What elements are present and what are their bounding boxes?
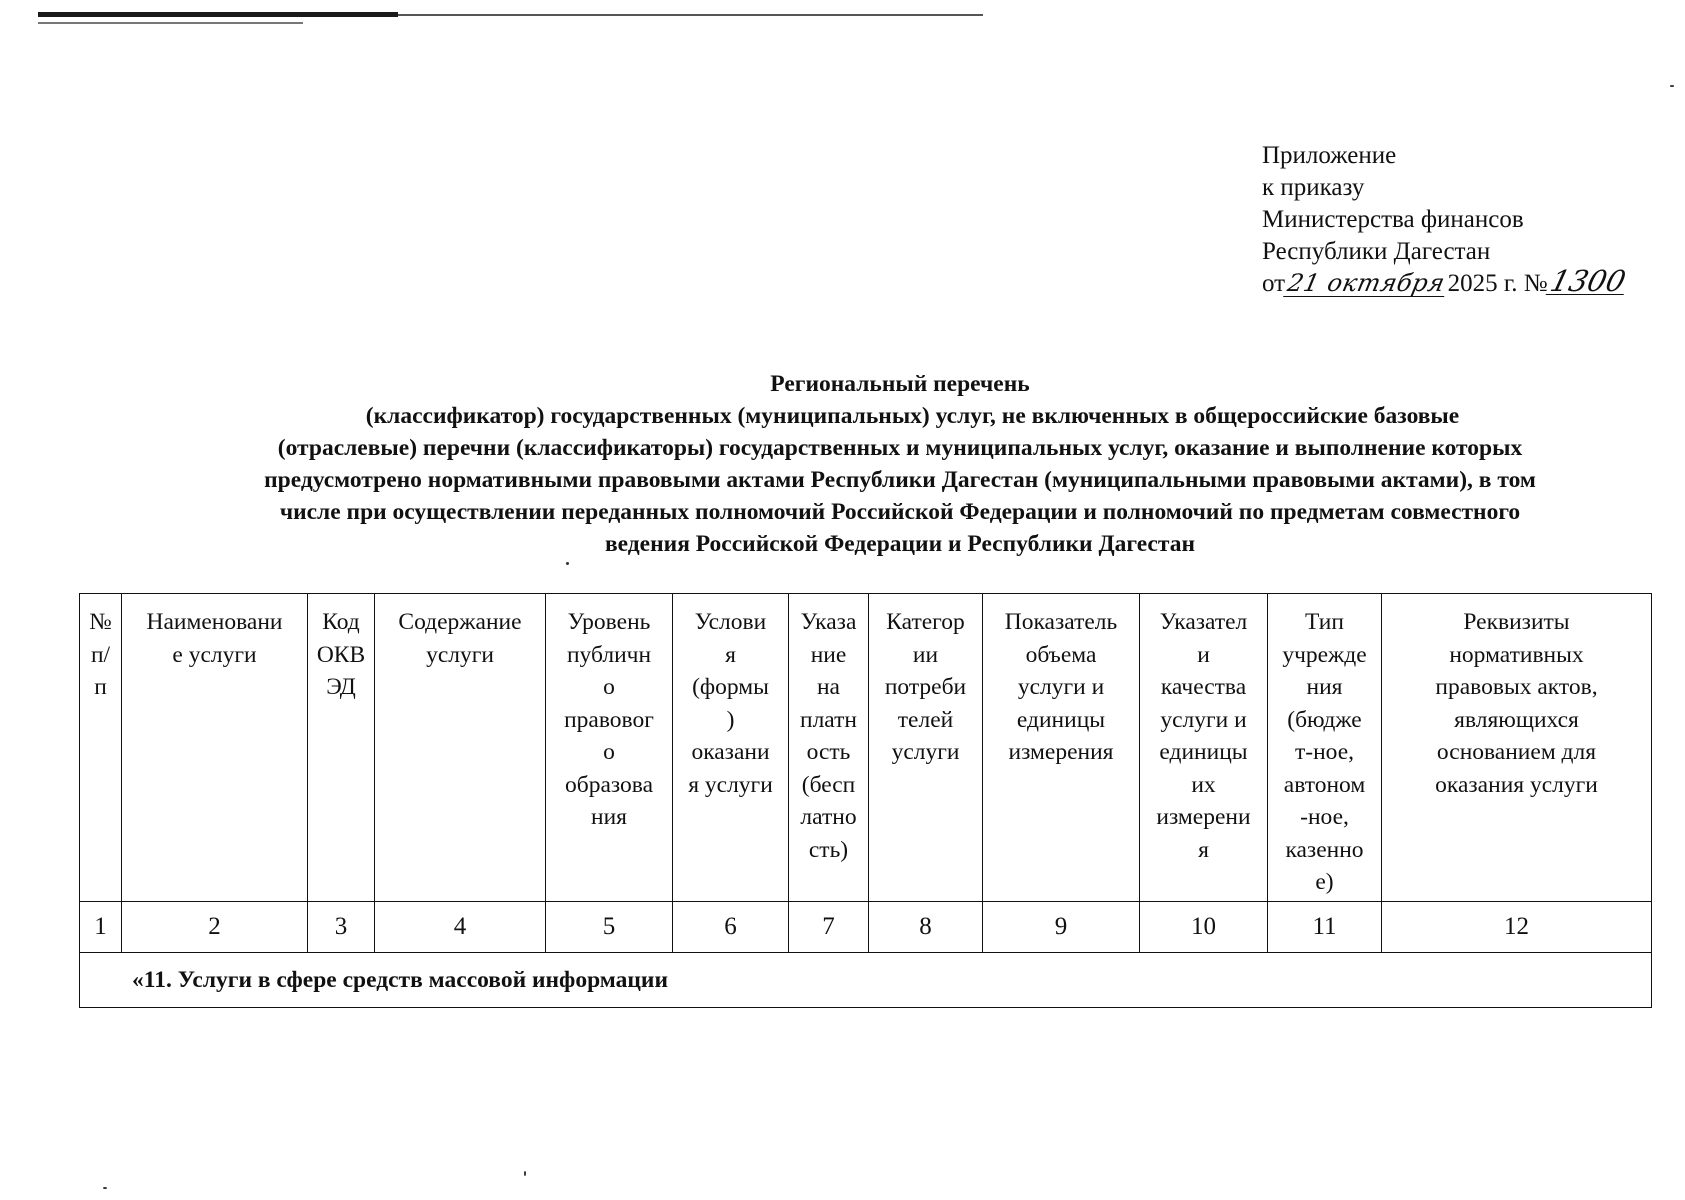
column-number-cell: 7 bbox=[789, 902, 869, 953]
column-number-cell: 11 bbox=[1268, 902, 1382, 953]
header-text: № bbox=[89, 609, 112, 635]
header-cell-okved-code bbox=[308, 594, 375, 902]
header-text: Наименовани bbox=[146, 609, 283, 635]
section-heading-cell: «11. Услуги в сфере средств массовой информации bbox=[80, 953, 1652, 1008]
header-text: на bbox=[816, 674, 840, 700]
header-text: платн bbox=[800, 706, 857, 733]
header-text: ость bbox=[806, 739, 851, 765]
header-text: (формы bbox=[692, 674, 769, 700]
header-text: услуги и bbox=[1160, 706, 1247, 733]
appendix-block bbox=[1262, 140, 1627, 300]
header-cell-volume-indicator bbox=[983, 594, 1140, 902]
scan-edge-line bbox=[38, 12, 398, 17]
title-line-2: (классификатор) государственных (муниципальных) услуг, не включенных в общероссийские базовые bbox=[365, 403, 1460, 429]
column-number-cell: 12 bbox=[1382, 902, 1652, 953]
document-title bbox=[120, 368, 1680, 560]
header-text: о bbox=[603, 674, 615, 700]
header-text: Категор bbox=[886, 609, 965, 635]
header-cell-number bbox=[80, 594, 122, 902]
appendix-date-line bbox=[1262, 264, 1629, 300]
header-text: основанием для bbox=[1436, 739, 1597, 765]
column-number-cell: 10 bbox=[1140, 902, 1268, 953]
header-text: образова bbox=[565, 771, 653, 798]
header-cell-paid-free bbox=[789, 594, 869, 902]
header-text: латно bbox=[800, 804, 857, 830]
header-text: Услови bbox=[694, 609, 767, 635]
header-text: телей bbox=[897, 706, 954, 733]
header-text: е услуги bbox=[172, 641, 257, 668]
header-text: Реквизиты bbox=[1463, 609, 1570, 635]
column-number-cell: 9 bbox=[983, 902, 1140, 953]
header-text: нормативных bbox=[1449, 641, 1584, 668]
appendix-republic: Республики Дагестан bbox=[1262, 238, 1491, 265]
header-text: измерения bbox=[1008, 739, 1114, 765]
header-text: правовых актов, bbox=[1435, 674, 1598, 700]
services-table bbox=[79, 593, 1652, 1008]
header-text: их bbox=[1191, 771, 1216, 798]
header-text: я bbox=[1198, 836, 1209, 863]
handwritten-date: 21 октября bbox=[1285, 269, 1448, 297]
header-text: оказания услуги bbox=[1435, 771, 1598, 798]
title-line-3: (отраслевые) перечни (классификаторы) государственных и муниципальных услуг, оказание и выполнение которых bbox=[277, 435, 1523, 461]
title-line-4: предусмотрено нормативными правовыми актами Республики Дагестан (муниципальными правовыми актами), в том bbox=[264, 467, 1536, 493]
header-text: ЭД bbox=[326, 674, 356, 700]
date-prefix: от bbox=[1262, 270, 1286, 297]
header-cell-service-content bbox=[375, 594, 546, 902]
section-heading-row bbox=[80, 953, 1652, 1008]
header-text: являющихся bbox=[1454, 706, 1579, 733]
header-text: единицы bbox=[1016, 706, 1106, 733]
scan-edge-line-lower bbox=[38, 22, 303, 24]
title-line-6: ведения Российской Федерации и Республики Дагестан bbox=[604, 531, 1195, 557]
header-text: ОКВ bbox=[316, 641, 366, 668]
header-text: качества bbox=[1160, 674, 1247, 700]
column-number-cell: 2 bbox=[122, 902, 308, 953]
header-text: ния bbox=[1306, 674, 1343, 700]
header-text: -ное, bbox=[1300, 804, 1349, 830]
header-cell-legal-acts bbox=[1382, 594, 1652, 902]
scan-speck bbox=[1670, 85, 1674, 87]
header-text: Содержание bbox=[398, 609, 522, 635]
header-text: Указател bbox=[1159, 609, 1248, 635]
header-text: е) bbox=[1315, 869, 1334, 895]
header-text: оказани bbox=[691, 739, 770, 765]
header-text: и bbox=[1197, 641, 1210, 668]
header-text: Указа bbox=[800, 609, 857, 635]
column-number-cell: 3 bbox=[308, 902, 375, 953]
header-text: услуги bbox=[891, 739, 960, 765]
header-text: т-ное, bbox=[1294, 739, 1354, 765]
header-text: казенно bbox=[1285, 836, 1364, 863]
header-text: я услуги bbox=[688, 771, 773, 798]
header-text: публичн bbox=[566, 641, 652, 668]
header-cell-service-name bbox=[122, 594, 308, 902]
order-year: 2025 г. № bbox=[1447, 270, 1548, 297]
header-text: правовог bbox=[564, 706, 654, 733]
header-cell-institution-type bbox=[1268, 594, 1382, 902]
header-text: Код bbox=[322, 609, 360, 635]
column-number-row bbox=[80, 902, 1652, 953]
title-line-1: Региональный перечень bbox=[770, 371, 1030, 397]
column-number-cell: 4 bbox=[375, 902, 546, 953]
header-cell-entity-level bbox=[546, 594, 673, 902]
scan-speck bbox=[524, 1171, 526, 1176]
header-text: учрежде bbox=[1282, 641, 1367, 668]
header-text: измерени bbox=[1156, 804, 1251, 830]
header-text: п bbox=[94, 674, 107, 700]
header-text: (бюдже bbox=[1287, 706, 1362, 733]
header-text: ии bbox=[912, 641, 939, 668]
header-text: Показатель bbox=[1004, 609, 1118, 635]
column-number-cell: 6 bbox=[673, 902, 789, 953]
appendix-order-ref: к приказу bbox=[1262, 174, 1365, 201]
header-text: автоном bbox=[1283, 771, 1366, 798]
title-line-5: числе при осуществлении переданных полномочий Российской Федерации и полномочий по предметам совместного bbox=[279, 499, 1521, 525]
table-header-row bbox=[80, 594, 1652, 902]
scan-speck bbox=[566, 562, 569, 565]
column-number-cell: 1 bbox=[80, 902, 122, 953]
header-text: Тип bbox=[1305, 609, 1344, 635]
header-cell-quality-indicators bbox=[1140, 594, 1268, 902]
column-number-cell: 8 bbox=[869, 902, 983, 953]
appendix-ministry: Министерства финансов bbox=[1262, 206, 1524, 233]
header-cell-conditions bbox=[673, 594, 789, 902]
header-text: сть) bbox=[808, 836, 849, 863]
appendix-label: Приложение bbox=[1262, 142, 1397, 169]
header-text: ние bbox=[810, 641, 847, 668]
header-text: Уровень bbox=[567, 609, 651, 635]
header-text: объема bbox=[1025, 641, 1097, 668]
header-text: услуги и bbox=[1017, 674, 1105, 700]
header-text: потреби bbox=[884, 674, 967, 700]
header-text: я bbox=[725, 641, 736, 668]
handwritten-order-number: 1300 bbox=[1546, 264, 1629, 298]
header-text: п/ bbox=[90, 641, 111, 668]
column-number-cell: 5 bbox=[546, 902, 673, 953]
header-text: ния bbox=[591, 804, 627, 830]
header-text: ) bbox=[726, 706, 735, 733]
header-text: о bbox=[603, 739, 615, 765]
header-cell-consumer-categories bbox=[869, 594, 983, 902]
header-text: услуги bbox=[426, 641, 494, 668]
scan-speck bbox=[103, 1187, 107, 1189]
scan-edge-line-thin bbox=[398, 14, 983, 16]
header-text: единицы bbox=[1159, 739, 1248, 765]
header-text: (бесп bbox=[801, 771, 856, 798]
